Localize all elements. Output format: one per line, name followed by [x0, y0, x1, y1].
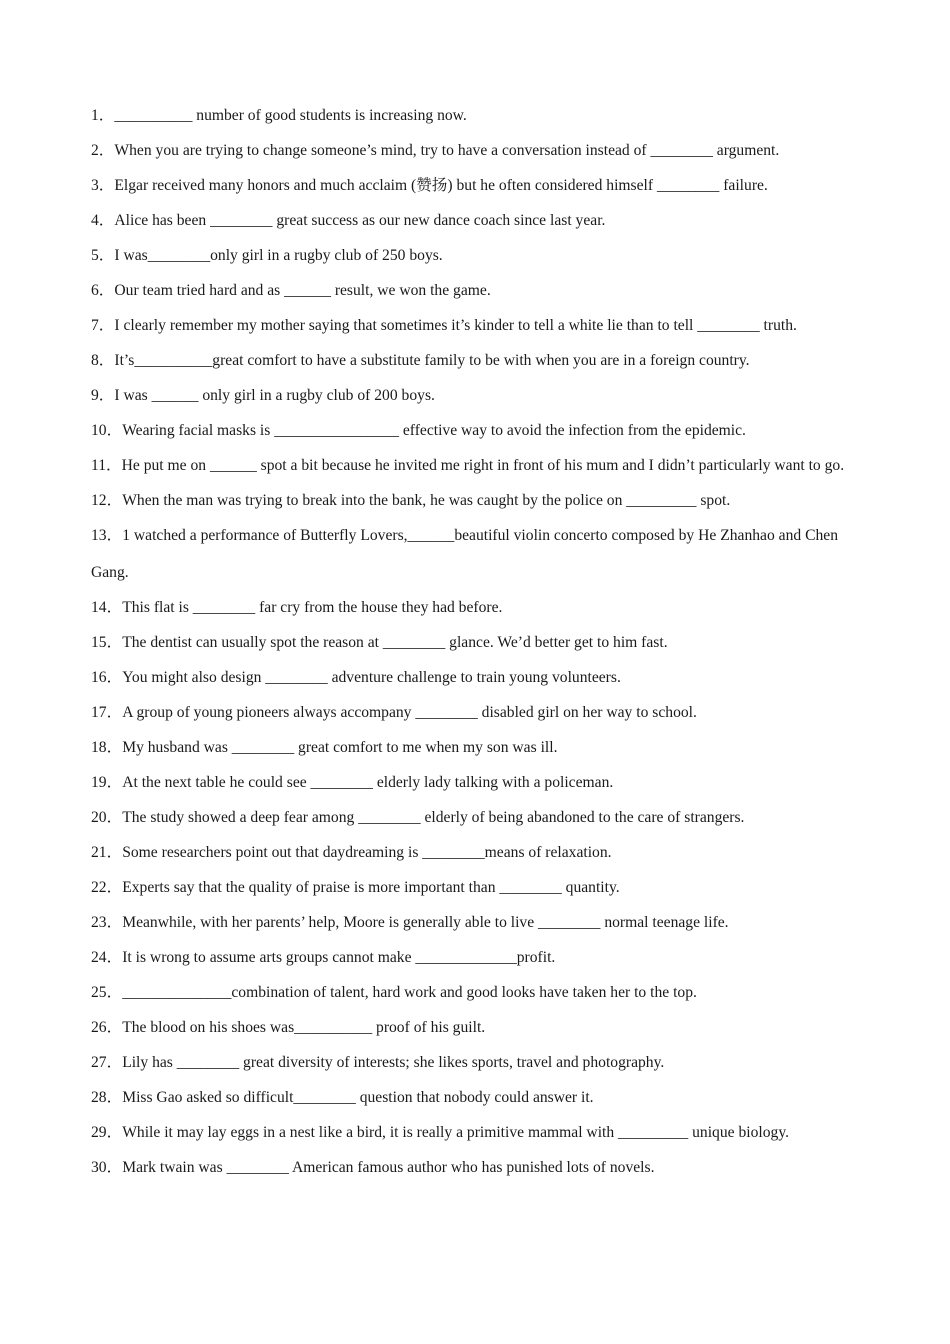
question-text: The study showed a deep fear among ________ elderly of being abandoned to the care of strangers.: [122, 808, 745, 826]
question-29: [91, 1115, 861, 1150]
question-text: You might also design ________ adventure challenge to train young volunteers.: [122, 668, 621, 686]
worksheet: [91, 98, 861, 1185]
question-12: [91, 483, 861, 518]
question-text: At the next table he could see ________ elderly lady talking with a policeman.: [122, 773, 614, 791]
question-text: It is wrong to assume arts groups cannot make _____________profit.: [122, 948, 556, 966]
question-text: He put me on ______ spot a bit because he invited me right in front of his mum and I didn’t particularly want to go.: [121, 457, 845, 474]
question-15: [91, 625, 861, 660]
question-text: I was________only girl in a rugby club of 250 boys.: [114, 247, 443, 264]
question-number: 14．: [91, 598, 123, 616]
question-text: I was ______ only girl in a rugby club of 200 boys.: [114, 387, 435, 404]
question-number: 9．: [91, 387, 115, 404]
question-18: [91, 730, 861, 765]
question-number: 16．: [91, 668, 123, 686]
question-text: When you are trying to change someone’s mind, try to have a conversation instead of ________ argument.: [114, 142, 780, 159]
question-19: [91, 765, 861, 800]
question-number: 2．: [91, 142, 115, 159]
question-number: 30．: [91, 1158, 123, 1176]
question-text: Meanwhile, with her parents’ help, Moore is generally able to live ________ normal teenage life.: [122, 913, 729, 931]
question-number: 25．: [91, 983, 123, 1001]
question-16: [91, 660, 861, 695]
question-number: 22．: [91, 878, 123, 896]
question-number: 7．: [91, 317, 115, 334]
question-number: 26．: [91, 1018, 123, 1036]
question-text: When the man was trying to break into the bank, he was caught by the police on _________ spot.: [122, 491, 731, 509]
question-text: ______________combination of talent, hard work and good looks have taken her to the top.: [122, 983, 697, 1001]
question-text: Experts say that the quality of praise is more important than ________ quantity.: [122, 878, 620, 896]
question-number: 23．: [91, 913, 123, 931]
question-number: 28．: [91, 1088, 123, 1106]
question-text: The dentist can usually spot the reason at ________ glance. We’d better get to him fast.: [122, 633, 668, 651]
question-25: [91, 975, 861, 1010]
question-text: Some researchers point out that daydreaming is ________means of relaxation.: [122, 843, 612, 861]
question-text: A group of young pioneers always accompany ________ disabled girl on her way to school.: [122, 703, 697, 721]
question-number: 18．: [91, 738, 123, 756]
question-26: [91, 1010, 861, 1045]
question-text: I clearly remember my mother saying that sometimes it’s kinder to tell a white lie than to tell ________ truth.: [114, 317, 797, 334]
question-20: [91, 800, 861, 835]
question-text: Mark twain was ________ American famous author who has punished lots of novels.: [122, 1158, 655, 1176]
question-28: [91, 1080, 861, 1115]
question-number: 13．: [91, 526, 123, 544]
question-number: 21．: [91, 843, 123, 861]
question-number: 5．: [91, 247, 115, 264]
question-number: 12．: [91, 491, 123, 509]
question-text: __________ number of good students is increasing now.: [114, 107, 467, 124]
question-number: 27．: [91, 1053, 123, 1071]
question-2: [91, 133, 861, 168]
question-8: [91, 343, 861, 378]
question-number: 8．: [91, 352, 115, 369]
question-7: [91, 308, 861, 343]
question-23: [91, 905, 861, 940]
question-number: 17．: [91, 703, 123, 721]
question-1: [91, 98, 861, 133]
question-number: 10．: [91, 422, 123, 439]
question-number: 11．: [91, 457, 122, 474]
question-24: [91, 940, 861, 975]
question-text: Miss Gao asked so difficult________ question that nobody could answer it.: [122, 1088, 594, 1106]
question-number: 15．: [91, 633, 123, 651]
question-4: [91, 203, 861, 238]
question-text: Wearing facial masks is ________________ effective way to avoid the infection from the epidemic.: [122, 422, 746, 439]
question-number: 1．: [91, 107, 115, 124]
question-number: 4．: [91, 212, 115, 229]
question-14: [91, 590, 861, 625]
question-11: [91, 447, 861, 485]
question-text: My husband was ________ great comfort to me when my son was ill.: [122, 738, 558, 756]
question-number: 29．: [91, 1123, 123, 1141]
question-3: [91, 168, 861, 203]
question-text: The blood on his shoes was__________ proof of his guilt.: [122, 1018, 486, 1036]
question-17: [91, 695, 861, 730]
question-22: [91, 870, 861, 905]
question-5: [91, 238, 861, 273]
question-text: Elgar received many honors and much acclaim (赞扬) but he often considered himself ________ failure.: [114, 177, 768, 194]
question-13: [91, 517, 861, 592]
question-text: This flat is ________ far cry from the house they had before.: [122, 598, 503, 616]
question-text: It’s__________great comfort to have a substitute family to be with when you are in a foreign country.: [114, 352, 750, 369]
question-number: 6．: [91, 282, 115, 299]
question-10: [91, 413, 861, 448]
question-number: 24．: [91, 948, 123, 966]
question-text: 1 watched a performance of Butterfly Lovers,______beautiful violin concerto composed by He Zhanhao and Chen Gang.: [91, 526, 838, 581]
question-21: [91, 835, 861, 870]
question-number: 3．: [91, 177, 115, 194]
question-27: [91, 1045, 861, 1080]
question-text: Alice has been ________ great success as our new dance coach since last year.: [114, 212, 606, 229]
question-30: [91, 1150, 861, 1185]
question-9: [91, 378, 861, 413]
question-text: While it may lay eggs in a nest like a bird, it is really a primitive mammal with _________ unique biology.: [122, 1123, 789, 1141]
question-text: Lily has ________ great diversity of interests; she likes sports, travel and photography.: [122, 1053, 665, 1071]
question-number: 20．: [91, 808, 123, 826]
question-text: Our team tried hard and as ______ result, we won the game.: [114, 282, 491, 299]
question-6: [91, 273, 861, 308]
question-number: 19．: [91, 773, 123, 791]
